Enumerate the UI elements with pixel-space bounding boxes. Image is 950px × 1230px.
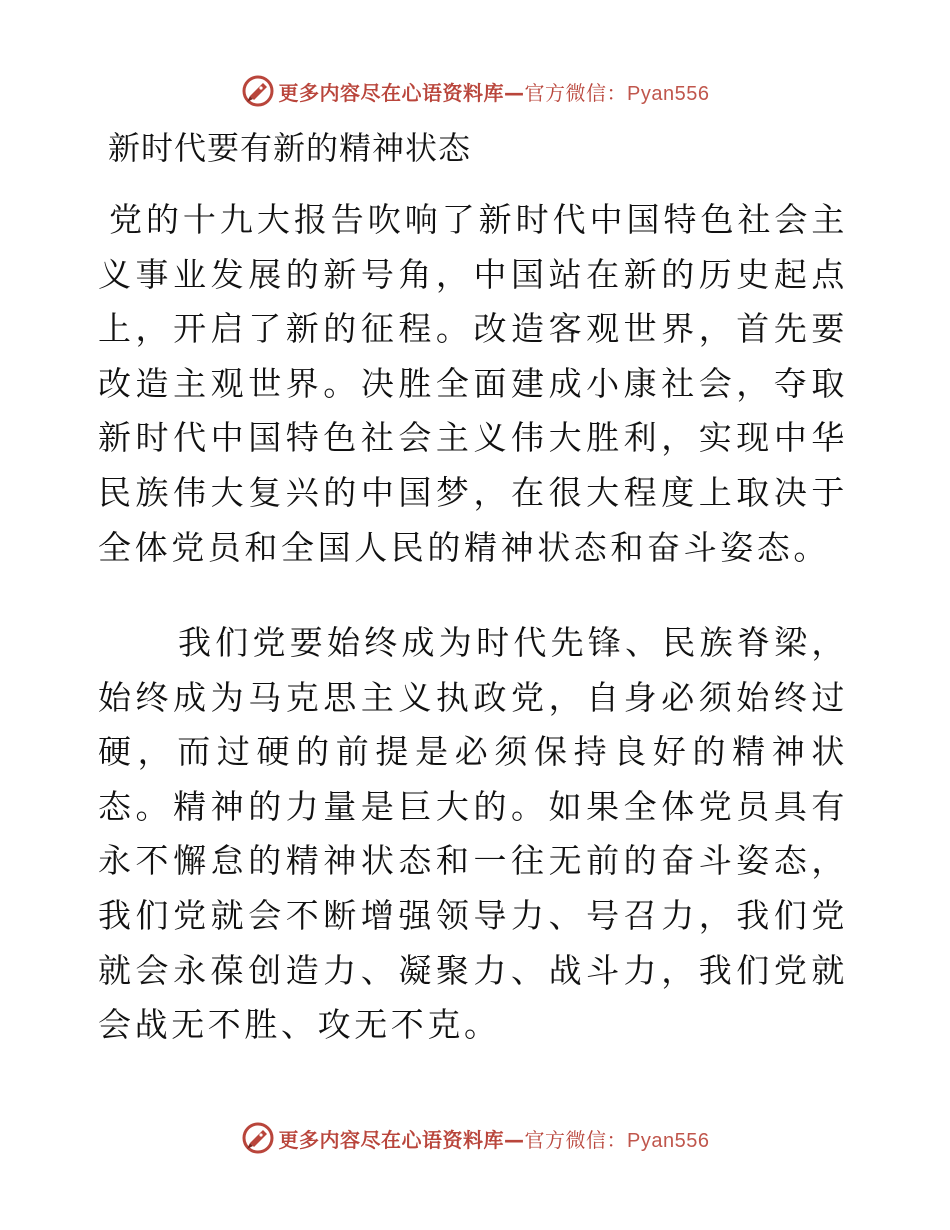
- document-title: 新时代要有新的精神状态: [108, 129, 472, 167]
- watermark-wechat-label: 官方微信：: [524, 1127, 628, 1152]
- pen-nib-logo-icon: [241, 1121, 275, 1155]
- body-paragraph-2: 我们党要始终成为时代先锋、民族脊梁，始终成为马克思主义执政党，自身必须始终过硬，而过硬的前提是必须保持良好的精神状态。精神的力量是巨大的。如果全体党员具有永不懈怠的精神状态和一往无前的奋斗姿态，我们党就会不断增强领导力、号召力，我们党就会永葆创造力、凝聚力、战斗力，我们党就会战无不胜、攻无不克。: [98, 623, 848, 1045]
- pen-nib-logo-icon: [241, 74, 275, 108]
- watermark-wechat-id: Pyan556: [627, 1129, 710, 1152]
- watermark-dash: —: [504, 1127, 525, 1152]
- watermark-main-text: 更多内容尽在心语资料库: [278, 1127, 505, 1152]
- footer-watermark: [0, 1118, 950, 1158]
- watermark-wechat-id: Pyan556: [627, 82, 710, 105]
- watermark-text: [279, 1124, 710, 1153]
- watermark-wechat-label: 官方微信：: [524, 80, 628, 105]
- header-watermark: [0, 71, 950, 111]
- watermark-main-text: 更多内容尽在心语资料库: [278, 80, 505, 105]
- body-paragraph-1: 党的十九大报告吹响了新时代中国特色社会主义事业发展的新号角，中国站在新的历史起点上，开启了新的征程。改造客观世界，首先要改造主观世界。决胜全面建成小康社会，夺取新时代中国特色社会主义伟大胜利，实现中华民族伟大复兴的中国梦，在很大程度上取决于全体党员和全国人民的精神状态和奋斗姿态。: [98, 200, 848, 567]
- watermark-text: [279, 77, 710, 106]
- watermark-dash: —: [504, 80, 525, 105]
